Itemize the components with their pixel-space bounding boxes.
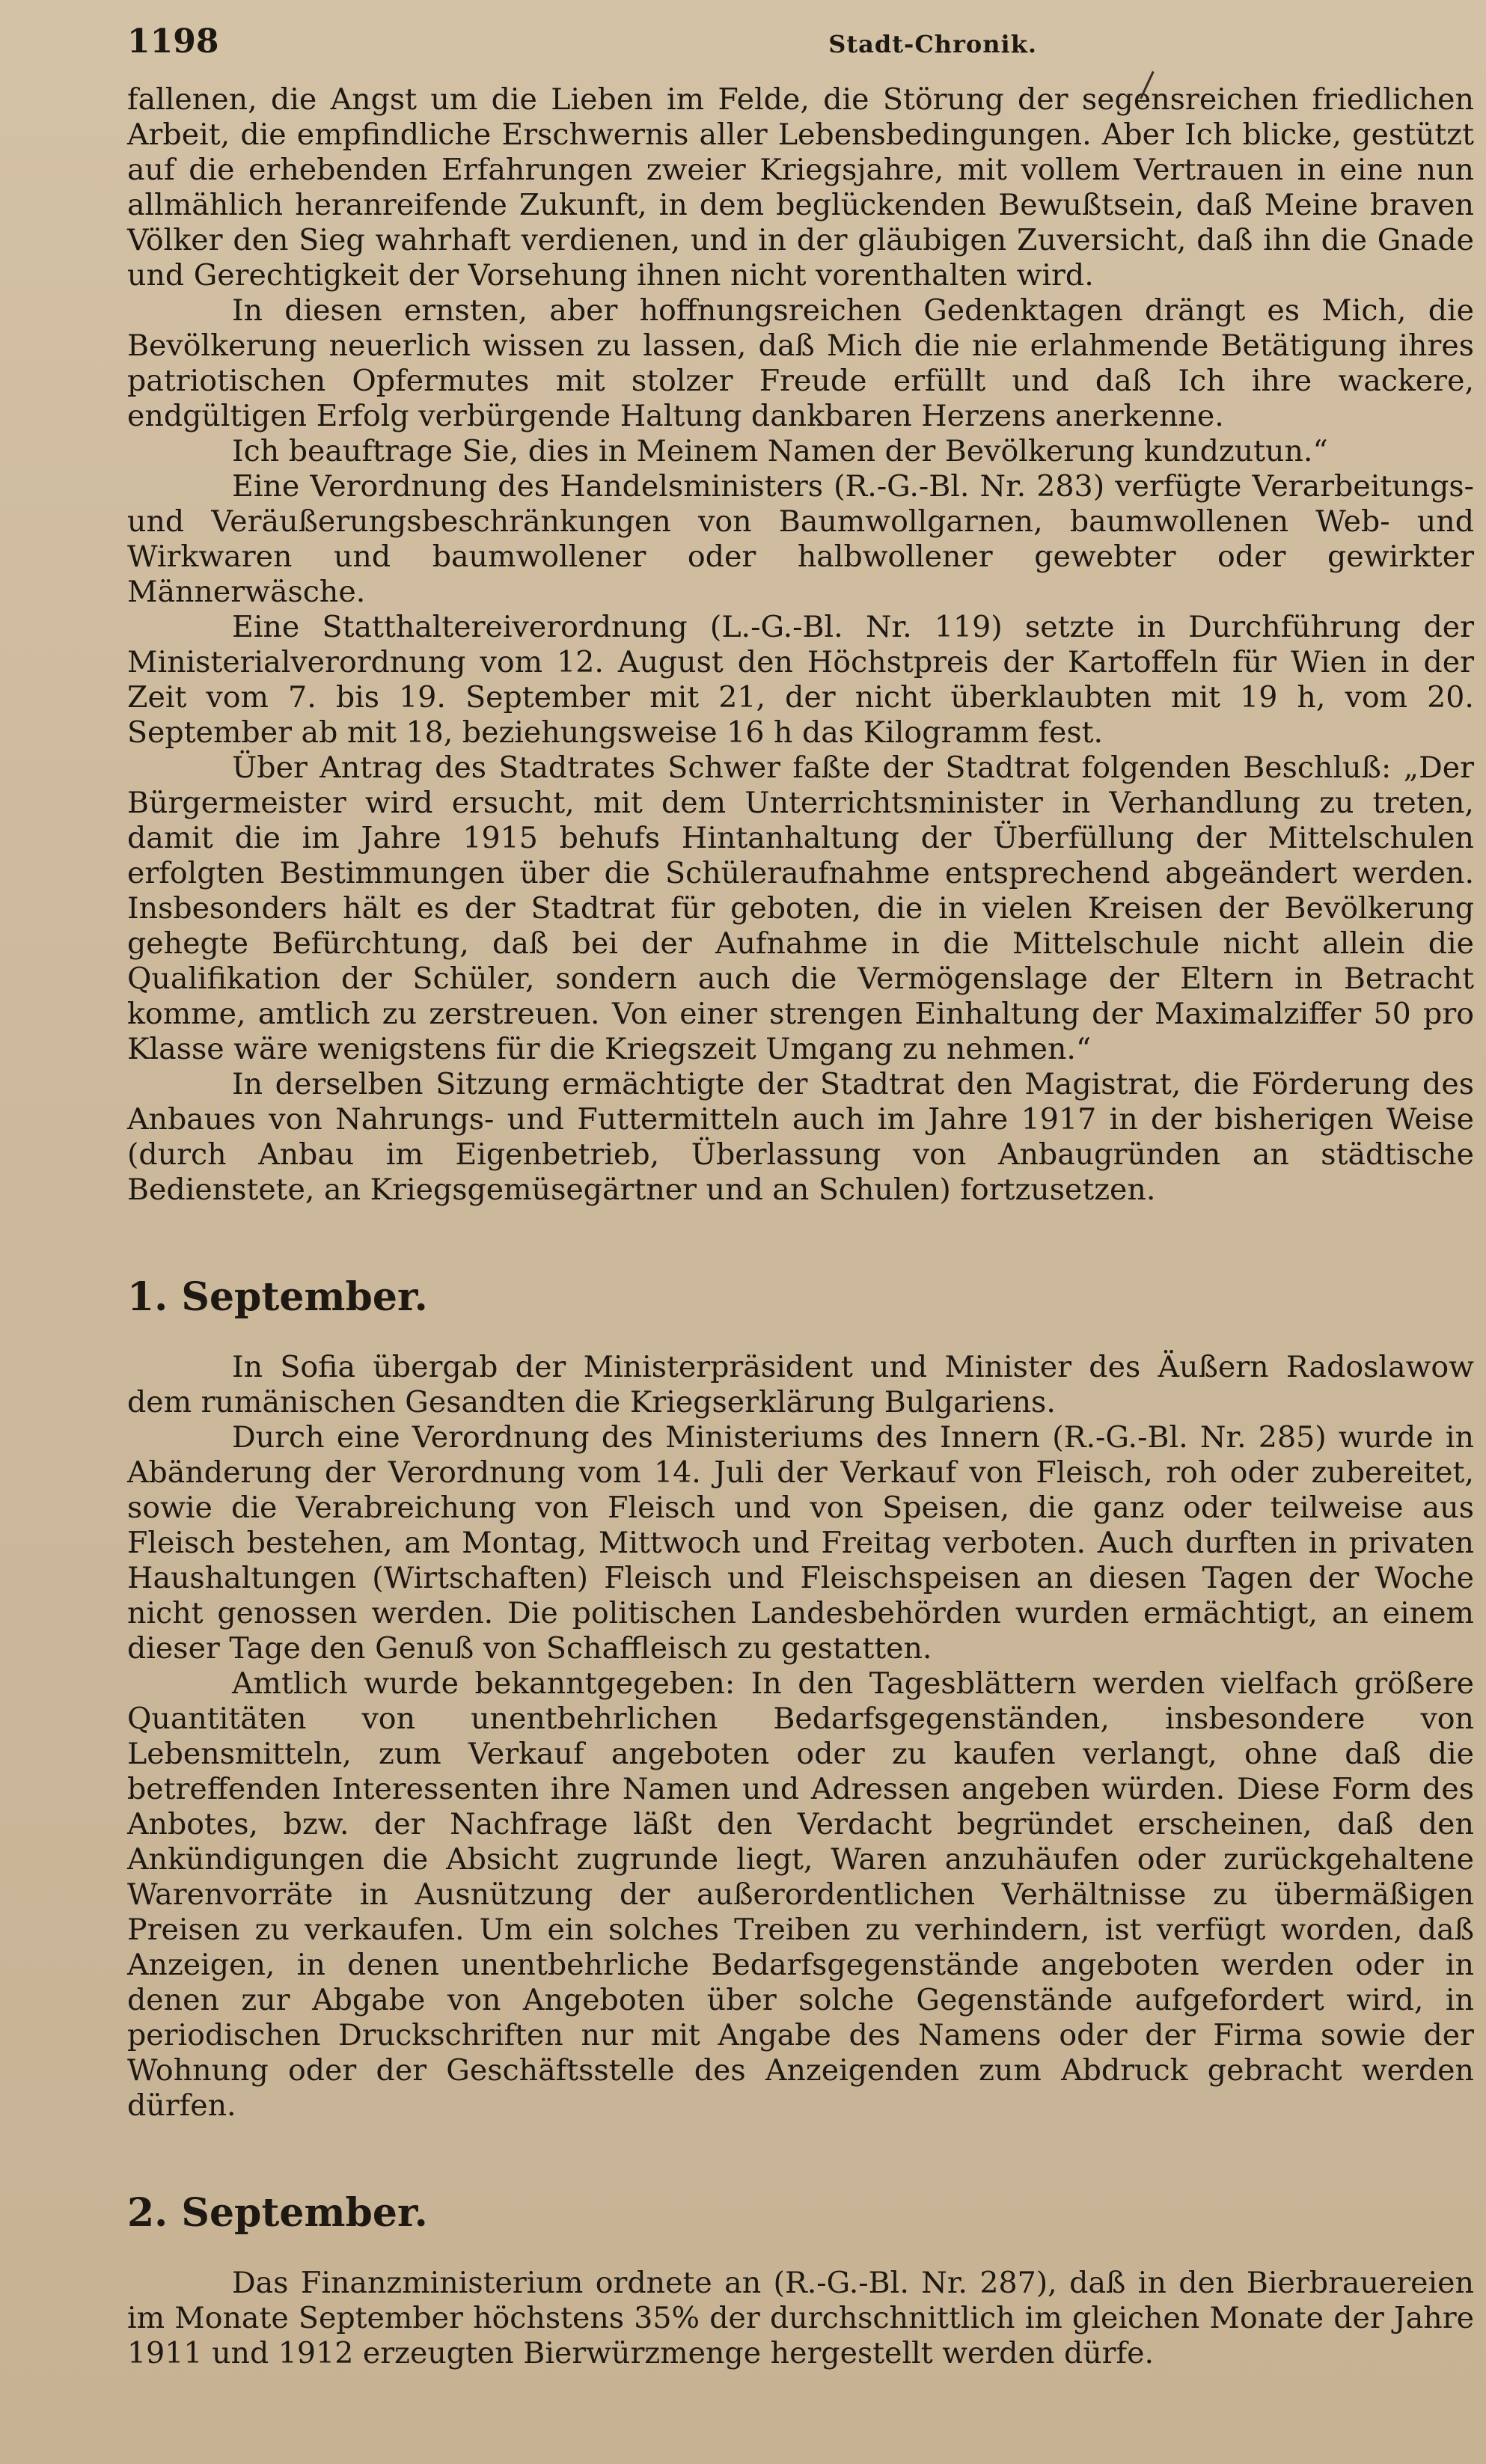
paragraph: In diesen ernsten, aber hoffnungsreichen Gedenktagen drängt es Mich, die Bevölkerung neuerlich wissen zu lassen, daß Mich die nie erlahmende Betätigung ihres patriotischen Opfermutes mit stolzer Freude erfüllt und daß Ich ihre wackere, endgültigen Erfolg verbürgende Haltung dankbaren Herzens anerkenne.: [127, 293, 1474, 433]
section-heading-sept-1: 1. September.: [127, 1274, 428, 1320]
paragraph: fallenen, die Angst um die Lieben im Felde, die Störung der segensreichen friedlichen Arbeit, die empfindliche Erschwernis aller Lebensbedingungen. Aber Ich blicke, gestützt auf die erhebenden Erfahrungen zweier Kriegsjahre, mit vollem Vertrauen in eine nun allmählich heranreifende Zukunft, in dem beglückenden Bewußtsein, daß Meine braven Völker den Sieg wahrhaft verdienen, und in der gläubigen Zuversicht, daß ihn die Gnade und Gerechtigkeit der Vorsehung ihnen nicht vorenthalten wird.: [127, 82, 1474, 293]
paragraph: Eine Verordnung des Handelsministers (R.-G.-Bl. Nr. 283) verfügte Verarbeitungs- und Veräußerungsbeschränkungen von Baumwollgarnen, baumwollenen Web- und Wirkwaren und baumwollener oder halbwollener gewebter oder gewirkter Männerwäsche.: [127, 469, 1474, 609]
paragraph: In derselben Sitzung ermächtigte der Stadtrat den Magistrat, die Förderung des Anbaues von Nahrungs- und Futtermitteln auch im Jahre 1917 in der bisherigen Weise (durch Anbau im Eigenbetrieb, Überlassung von Anbaugründen an städtische Bedienstete, an Kriegsgemüsegärtner und an Schulen) fortzusetzen.: [127, 1067, 1474, 1207]
paragraph: In Sofia übergab der Ministerpräsident und Minister des Äußern Radoslawow dem rumänischen Gesandten die Kriegserklärung Bulgariens.: [127, 1350, 1474, 1419]
paragraph: Ich beauftrage Sie, dies in Meinem Namen der Bevölkerung kundzutun.“: [232, 434, 1328, 468]
paragraph: Das Finanzministerium ordnete an (R.-G.-Bl. Nr. 287), daß in den Bierbrauereien im Monate September höchstens 35% der durchschnittlich im gleichen Monate der Jahre 1911 und 1912 erzeugten Bierwürzmenge hergestellt werden dürfe.: [127, 2266, 1474, 2370]
page-header: [127, 22, 1456, 82]
page-body: [127, 82, 1474, 2371]
running-head: Stadt-Chronik.: [828, 30, 1037, 58]
section-heading-sept-2: 2. September.: [127, 2190, 428, 2236]
paragraph: Eine Statthaltereiverordnung (L.-G.-Bl. Nr. 119) setzte in Durchführung der Ministerialverordnung vom 12. August den Höchstpreis der Kartoffeln für Wien in der Zeit vom 7. bis 19. September mit 21, der nicht überklaubten mit 19 h, vom 20. September ab mit 18, beziehungsweise 16 h das Kilogramm fest.: [127, 610, 1474, 750]
paragraph: Durch eine Verordnung des Ministeriums des Innern (R.-G.-Bl. Nr. 285) wurde in Abänderung der Verordnung vom 14. Juli der Verkauf von Fleisch, roh oder zubereitet, sowie die Verabreichung von Fleisch und von Speisen, die ganz oder teilweise aus Fleisch bestehen, am Montag, Mittwoch und Freitag verboten. Auch durften in privaten Haushaltungen (Wirtschaften) Fleisch und Fleischspeisen an diesen Tagen der Woche nicht genossen werden. Die politischen Landesbehörden wurden ermächtigt, an einem dieser Tage den Genuß von Schaffleisch zu gestatten.: [127, 1420, 1474, 1666]
paragraph: Amtlich wurde bekanntgegeben: In den Tagesblättern werden vielfach größere Quantitäten von unentbehrlichen Bedarfsgegenständen, insbesondere von Lebensmitteln, zum Verkauf angeboten oder zu kaufen verlangt, ohne daß die betreffenden Interessenten ihre Namen und Adressen angeben würden. Diese Form des Anbotes, bzw. der Nachfrage läßt den Verdacht begründet erscheinen, daß den Ankündigungen die Absicht zugrunde liegt, Waren anzuhäufen oder zurückgehaltene Warenvorräte in Ausnützung der außerordentlichen Verhältnisse zu übermäßigen Preisen zu verkaufen. Um ein solches Treiben zu verhindern, ist verfügt worden, daß Anzeigen, in denen unentbehrliche Bedarfsgegenstände angeboten werden oder in denen zur Abgabe von Angeboten über solche Gegenstände aufgefordert wird, in periodischen Druckschriften nur mit Angabe des Namens oder der Firma sowie der Wohnung oder der Geschäftsstelle des Anzeigenden zum Abdruck gebracht werden dürfen.: [127, 1666, 1474, 2123]
paragraph: Über Antrag des Stadtrates Schwer faßte der Stadtrat folgenden Beschluß: „Der Bürgermeister wird ersucht, mit dem Unterrichtsminister in Verhandlung zu treten, damit die im Jahre 1915 behufs Hintanhaltung der Überfüllung der Mittelschulen erfolgten Bestimmungen über die Schüleraufnahme entsprechend abgeändert werden. Insbesonders hält es der Stadtrat für geboten, die in vielen Kreisen der Bevölkerung gehegte Befürchtung, daß bei der Aufnahme in die Mittelschule nicht allein die Qualifikation der Schüler, sondern auch die Vermögenslage der Eltern in Betracht komme, amtlich zu zerstreuen. Von einer strengen Einhaltung der Maximalziffer 50 pro Klasse wäre wenigstens für die Kriegszeit Umgang zu nehmen.“: [127, 750, 1474, 1066]
page-number: 1198: [127, 22, 219, 61]
